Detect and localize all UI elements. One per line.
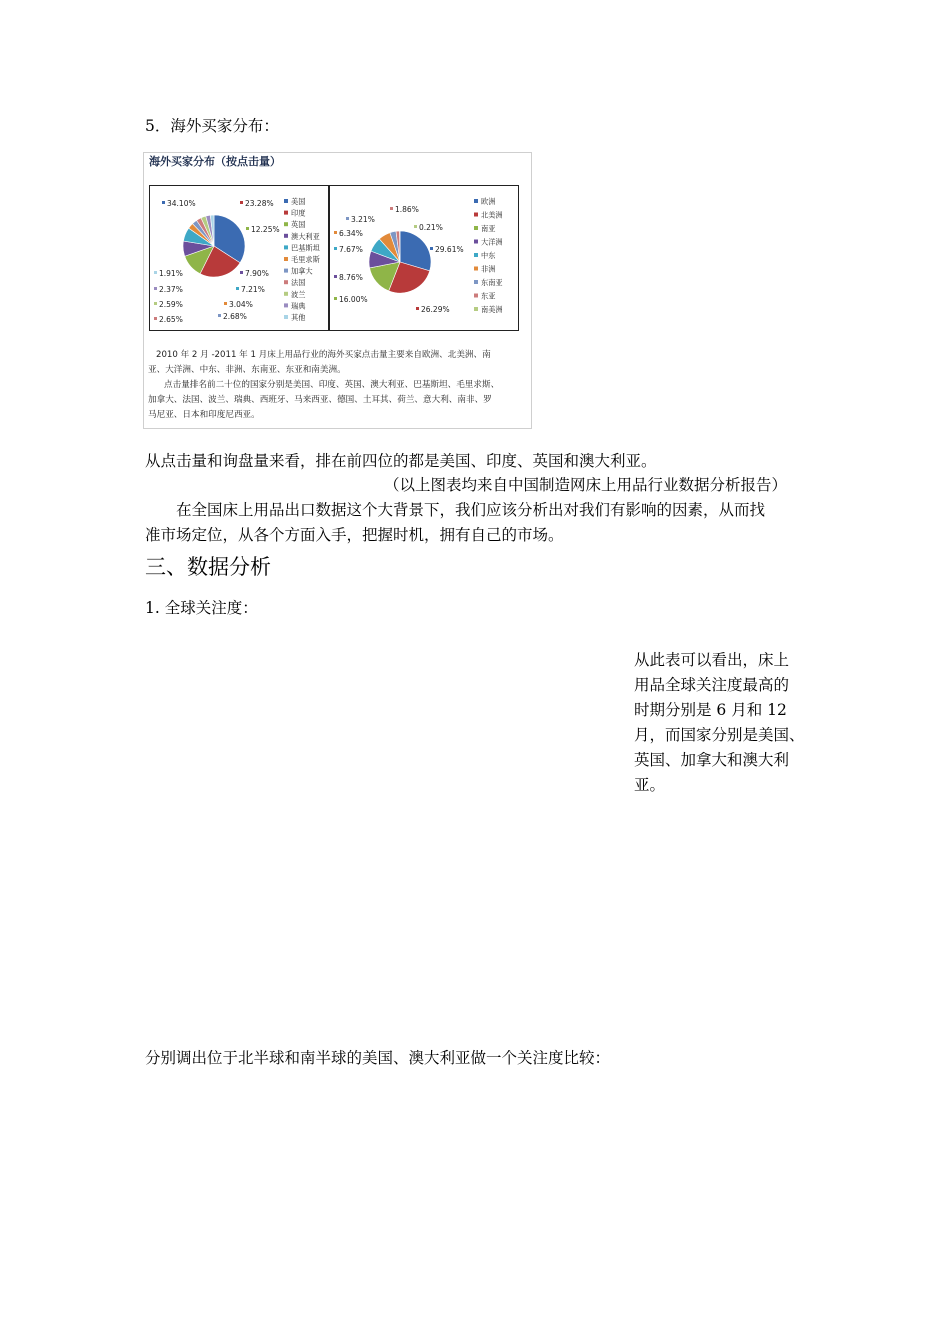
data-label: 34.10% <box>167 199 196 208</box>
data-label: 12.25% <box>251 225 280 234</box>
side-note-line: 亚。 <box>634 776 666 794</box>
legend-swatch <box>284 315 288 319</box>
legend-entry: 瑞典 <box>291 301 306 311</box>
data-label: 2.68% <box>223 312 247 321</box>
legend-entry: 东亚 <box>481 291 496 301</box>
legend-entry: 其他 <box>291 313 306 322</box>
data-label: 1.91% <box>159 269 183 278</box>
data-label: 29.61% <box>435 245 464 254</box>
label-marker <box>218 314 221 317</box>
label-marker <box>224 302 227 305</box>
legend-swatch <box>474 213 478 217</box>
legend-entry: 加拿大 <box>291 266 313 276</box>
label-marker <box>240 201 243 204</box>
label-marker <box>430 247 433 250</box>
legend-swatch <box>284 303 288 307</box>
legend-swatch <box>474 267 478 271</box>
side-note <box>634 648 812 798</box>
figure-title: 海外买家分布（按点击量） <box>149 155 281 168</box>
data-label: 0.21% <box>419 223 443 232</box>
legend-swatch <box>284 280 288 284</box>
region-pie-chart <box>330 186 518 330</box>
caption-line: 马尼亚、日本和印度尼西亚。 <box>148 410 260 420</box>
para-context-line-1: 在全国床上用品出口数据这个大背景下，我们应该分析出对我们有影响的因素，从而找 <box>176 501 766 519</box>
caption-line: 2010 年 2 月 -2011 年 1 月床上用品行业的海外买家点击量主要来自欧洲、北美洲、南 <box>156 350 491 360</box>
source-note: （以上图表均来自中国制造网床上用品行业数据分析报告） <box>384 476 788 494</box>
sub-heading-global-attention: 1. 全球关注度： <box>145 599 258 617</box>
data-label: 8.76% <box>339 273 363 282</box>
legend-swatch <box>284 269 288 273</box>
data-label: 2.59% <box>159 300 183 309</box>
legend-entry: 东南亚 <box>481 278 503 287</box>
caption-line: 点击量排名前二十位的国家分别是美国、印度、英国、澳大利亚、巴基斯坦、毛里求斯、 <box>164 380 500 390</box>
heading-5: 5．海外买家分布： <box>145 117 279 135</box>
legend-swatch <box>474 294 478 298</box>
label-marker <box>162 201 165 204</box>
legend-entry: 美国 <box>291 197 306 206</box>
legend-swatch <box>474 307 478 311</box>
data-label: 23.28% <box>245 199 274 208</box>
side-note-line: 从此表可以看出，床上 <box>634 651 790 669</box>
data-label: 26.29% <box>421 305 450 314</box>
country-panel <box>149 185 329 331</box>
label-marker <box>236 287 239 290</box>
data-label: 7.67% <box>339 245 363 254</box>
label-marker <box>246 227 249 230</box>
legend-swatch <box>284 199 288 203</box>
legend-entry: 中东 <box>481 251 496 260</box>
data-label: 16.00% <box>339 295 368 304</box>
legend-entry: 南亚 <box>481 224 496 233</box>
data-label: 2.65% <box>159 315 183 324</box>
legend-swatch <box>284 222 288 226</box>
side-note-line: 时期分别是 6 月和 12 <box>634 701 787 719</box>
legend-swatch <box>474 240 478 244</box>
legend-entry: 南美洲 <box>481 305 503 314</box>
legend-swatch <box>284 234 288 238</box>
data-label: 3.21% <box>351 215 375 224</box>
label-marker <box>154 317 157 320</box>
legend-swatch <box>284 257 288 261</box>
label-marker <box>334 231 337 234</box>
caption-line: 亚、大洋洲、中东、非洲、东南亚、东亚和南美洲。 <box>148 365 346 375</box>
legend-swatch <box>284 211 288 215</box>
label-marker <box>390 207 393 210</box>
label-marker <box>334 275 337 278</box>
label-marker <box>154 271 157 274</box>
data-label: 2.37% <box>159 285 183 294</box>
compare-text: 分别调出位于北半球和南半球的美国、澳大利亚做一个关注度比较： <box>145 1049 611 1067</box>
side-note-line: 用品全球关注度最高的 <box>634 676 790 694</box>
legend-entry: 大洋洲 <box>481 237 503 247</box>
legend-swatch <box>474 199 478 203</box>
legend-entry: 欧洲 <box>481 197 496 206</box>
side-note-line: 英国、加拿大和澳大利 <box>634 751 790 769</box>
legend-swatch <box>284 292 288 296</box>
data-label: 6.34% <box>339 229 363 238</box>
legend-entry: 毛里求斯 <box>291 255 320 264</box>
country-pie-chart <box>150 186 328 330</box>
data-label: 3.04% <box>229 300 253 309</box>
label-marker <box>414 225 417 228</box>
legend-swatch <box>474 280 478 284</box>
label-marker <box>154 302 157 305</box>
buyer-distribution-figure <box>143 152 532 429</box>
legend-swatch <box>474 253 478 257</box>
side-note-line: 月，而国家分别是美国、 <box>634 726 805 744</box>
caption-line: 加拿大、法国、波兰、瑞典、西班牙、马来西亚、德国、土耳其、荷兰、意大利、南非、罗 <box>148 395 492 405</box>
para-context-line-2: 准市场定位，从各个方面入手，把握时机，拥有自己的市场。 <box>145 526 564 544</box>
legend-entry: 波兰 <box>291 289 306 299</box>
section-3-heading: 三、数据分析 <box>145 555 271 579</box>
legend-entry: 非洲 <box>481 264 496 274</box>
legend-entry: 巴基斯坦 <box>291 243 320 253</box>
label-marker <box>346 217 349 220</box>
data-label: 7.90% <box>245 269 269 278</box>
data-label: 1.86% <box>395 205 419 214</box>
legend-entry: 英国 <box>291 220 306 230</box>
label-marker <box>240 271 243 274</box>
label-marker <box>334 297 337 300</box>
figure-caption <box>148 348 530 423</box>
label-marker <box>154 287 157 290</box>
legend-entry: 法国 <box>291 278 306 288</box>
region-panel <box>329 185 519 331</box>
legend-entry: 北美洲 <box>481 210 503 220</box>
label-marker <box>416 307 419 310</box>
data-label: 7.21% <box>241 285 265 294</box>
label-marker <box>334 247 337 250</box>
legend-swatch <box>284 245 288 249</box>
legend-entry: 印度 <box>291 208 306 218</box>
legend-swatch <box>474 226 478 230</box>
legend-entry: 澳大利亚 <box>291 231 320 241</box>
para-top4: 从点击量和询盘量来看，排在前四位的都是美国、印度、英国和澳大利亚。 <box>145 452 657 470</box>
